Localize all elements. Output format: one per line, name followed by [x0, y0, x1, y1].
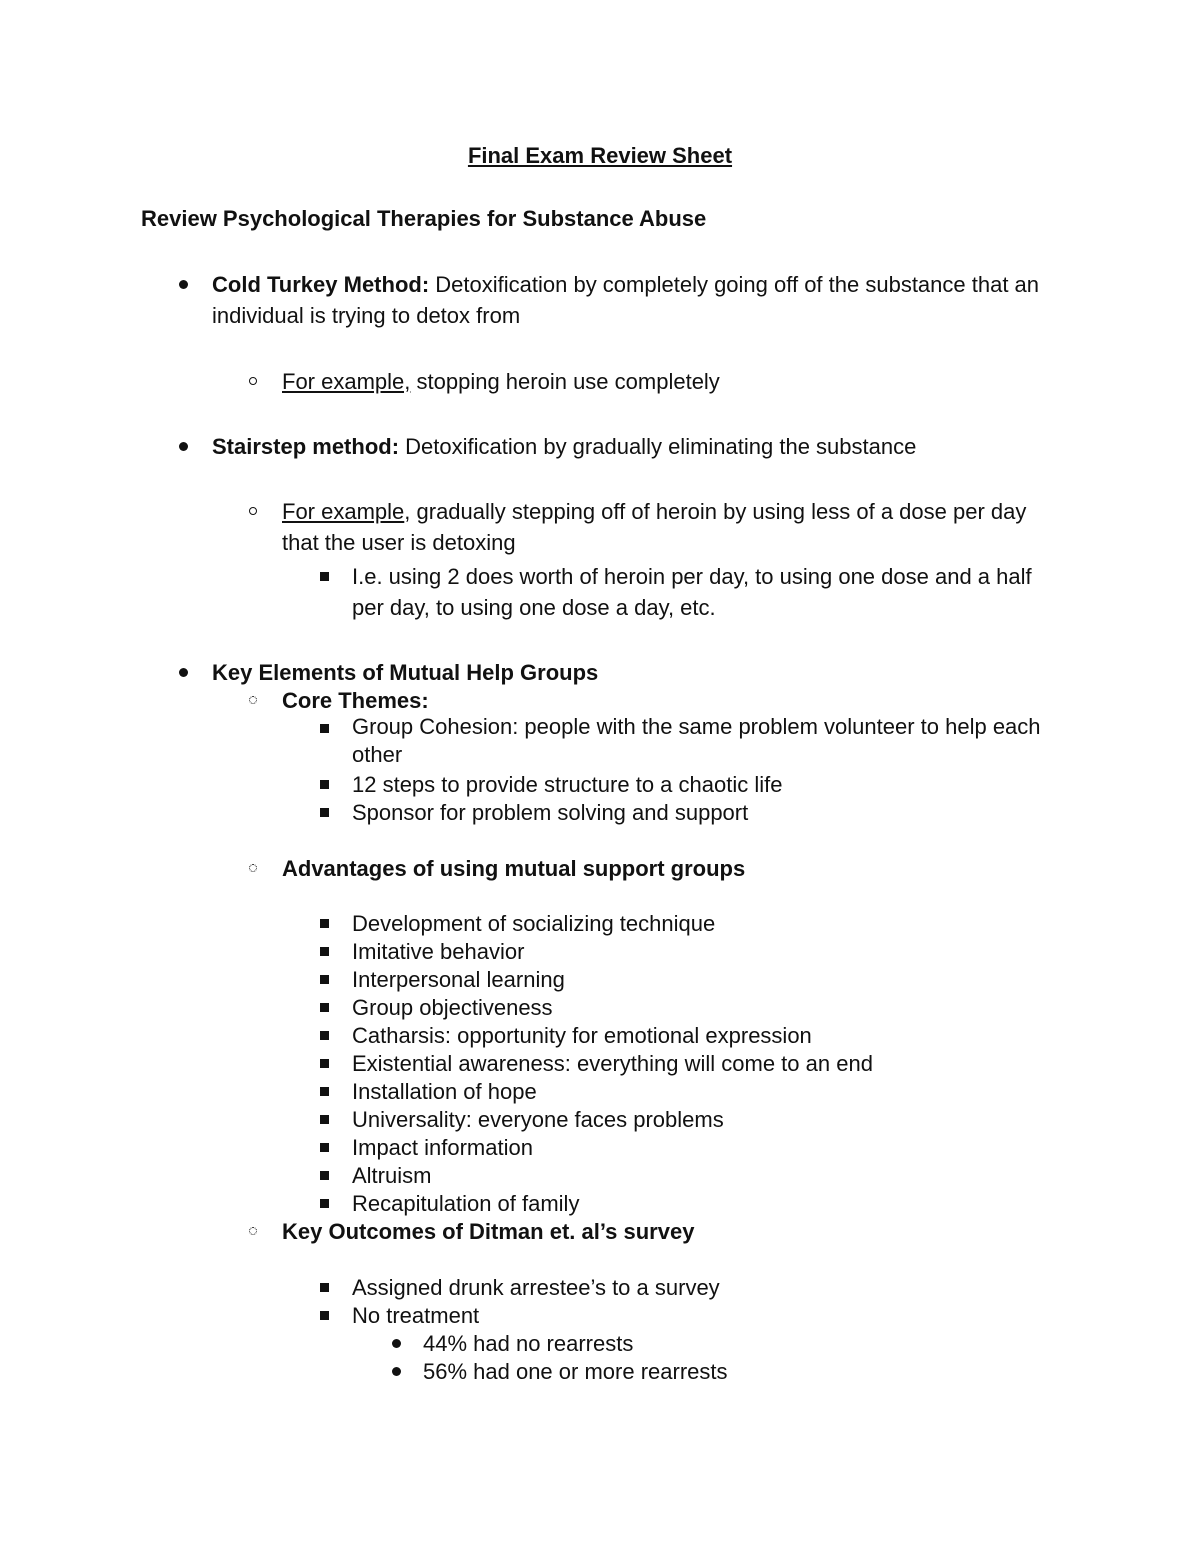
square-bullet-icon — [320, 919, 329, 928]
dotted-bullet-icon — [249, 1227, 257, 1235]
square-bullet-icon — [320, 1171, 329, 1180]
term-definition: Detoxification by completely going off of the substance that an individual is trying to detox from — [212, 272, 1040, 328]
hollow-bullet-icon — [249, 507, 257, 515]
square-bullet-icon — [320, 1283, 329, 1292]
square-bullet-icon — [320, 724, 329, 733]
example-text: stopping heroin use completely — [416, 369, 720, 394]
subsection-label: Advantages of using mutual support groups — [282, 856, 746, 881]
square-bullet-icon — [320, 780, 329, 789]
square-bullet-icon — [320, 1031, 329, 1040]
example-text: , gradually stepping off of heroin by using less of a dose per day that the user is detoxing — [282, 499, 1027, 555]
square-bullet-icon — [320, 975, 329, 984]
square-bullet-icon — [320, 947, 329, 956]
subsection-label: Key Outcomes of Ditman et. al’s survey — [282, 1219, 695, 1244]
subsection-label: Core Themes: — [282, 688, 429, 713]
section-heading: Review Psychological Therapies for Substance Abuse — [141, 206, 707, 231]
square-bullet-icon — [320, 1087, 329, 1096]
square-bullet-icon — [320, 808, 329, 817]
example-label: For example — [282, 499, 405, 524]
square-bullet-icon — [320, 572, 329, 581]
document-title: Final Exam Review Sheet — [467, 143, 733, 168]
term-label: Stairstep method: — [212, 434, 400, 459]
square-bullet-icon — [320, 1115, 329, 1124]
bullet-icon — [392, 1367, 401, 1376]
document-page: Final Exam Review Sheet Review Psychological Therapies for Substance Abuse Cold Turkey Method: Detoxification by completely going off of the substance that an individual is trying to detox from For example, stopping heroin use completely Stairstep method: Detoxification by gradually eliminating the substance For example, gradually stepping off of heroin by using less of a dose per day that the user is detoxing I.e. using 2 does worth of heroin per day, to using one dose and a half per day, to using one dose a day, etc. Key Elements of Mutual Help Groups Core Themes: Group Cohesion: people with the same problem volunteer to help each other 12 steps to provide structure to a chaotic life Sponsor for problem solving and support Advantages of using mutual support groups Development of socializing technique Imitative behavior Interpersonal learning Group objectiveness Catharsis: opportunity for emotional expression Existential awareness: everything will come to an end Installation of hope Universality: everyone faces problems Impact information Altruism Recapitulation of family Key Outcomes of Ditman et. al’s survey Assigned drunk arrestee’s to a survey No treatment 44% had no rearrests 56% had one or more rearrests — [0, 0, 1200, 1553]
hollow-bullet-icon — [249, 377, 257, 385]
square-bullet-icon — [320, 1311, 329, 1320]
dotted-bullet-icon — [249, 864, 257, 872]
dotted-bullet-icon — [249, 696, 257, 704]
example-label: For example, — [282, 369, 411, 394]
term-label: Cold Turkey Method: — [212, 272, 430, 297]
bullet-icon — [179, 442, 188, 451]
bullet-icon — [392, 1339, 401, 1348]
detail-text: I.e. using 2 does worth of heroin per day, to using one dose and a half per day, to using one dose a day, etc. — [352, 564, 1032, 620]
bullet-icon — [179, 280, 188, 289]
bullet-icon — [179, 668, 188, 677]
square-bullet-icon — [320, 1003, 329, 1012]
square-bullet-icon — [320, 1143, 329, 1152]
square-bullet-icon — [320, 1059, 329, 1068]
section-label: Key Elements of Mutual Help Groups — [212, 660, 599, 685]
term-definition: Detoxification by gradually eliminating the substance — [405, 434, 917, 459]
square-bullet-icon — [320, 1199, 329, 1208]
